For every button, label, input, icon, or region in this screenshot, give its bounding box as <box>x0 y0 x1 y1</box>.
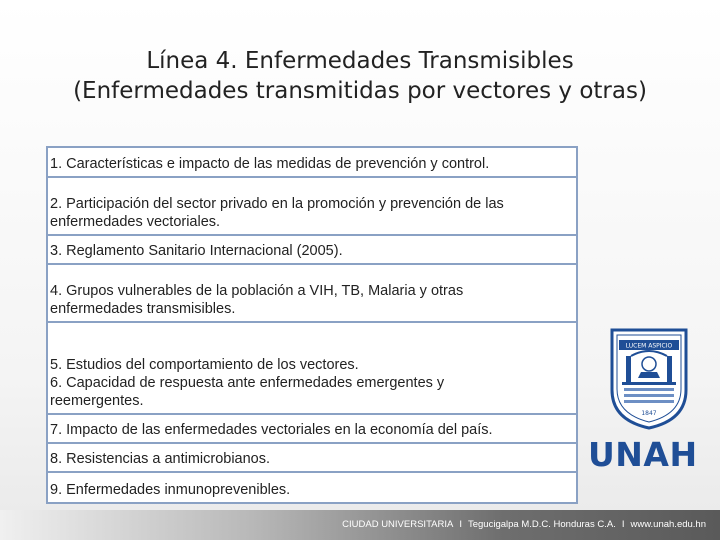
table-row <box>48 265 576 323</box>
slide-title-line-1: Línea 4. Enfermedades Transmisibles <box>146 48 574 74</box>
slide-title <box>20 46 700 106</box>
table-row <box>48 323 576 415</box>
footer-location: Tegucigalpa M.D.C. Honduras C.A. <box>467 519 616 530</box>
table-row <box>48 178 576 236</box>
table-row <box>48 236 576 265</box>
unah-seal-icon <box>608 326 690 430</box>
topic-text: enfermedades transmisibles. <box>50 301 236 317</box>
slide-title-line-2: (Enfermedades transmitidas por vectores y otras) <box>73 78 647 104</box>
seal-motto: LUCEM ASPICIO <box>625 342 673 350</box>
footer-separator: I <box>621 519 625 530</box>
footer-separator: I <box>459 519 462 530</box>
seal-year: 1847 <box>641 410 657 417</box>
topic-text: 8. Resistencias a antimicrobianos. <box>50 451 271 467</box>
topic-text: reemergentes. <box>50 393 144 409</box>
unah-logo-text: UNAH <box>588 435 698 474</box>
topic-text: 9. Enfermedades inmunoprevenibles. <box>50 482 291 498</box>
topic-text: 7. Impacto de las enfermedades vectoriales en la economía del país. <box>50 422 493 438</box>
topic-text: 4. Grupos vulnerables de la población a VIH, TB, Malaria y otras <box>50 283 464 299</box>
footer-campus: CIUDAD UNIVERSITARIA <box>342 519 454 530</box>
table-row <box>48 148 576 178</box>
footer-text <box>342 519 706 530</box>
topic-text: 3. Reglamento Sanitario Internacional (2005). <box>50 243 343 259</box>
topic-text: enfermedades vectoriales. <box>50 214 221 230</box>
table-row <box>48 415 576 444</box>
footer-website-link[interactable]: www.unah.edu.hn <box>630 519 706 530</box>
topic-text: 6. Capacidad de respuesta ante enfermedades emergentes y <box>50 375 445 391</box>
table-row <box>48 444 576 473</box>
topics-table <box>46 146 578 504</box>
topic-text: 2. Participación del sector privado en la promoción y prevención de las <box>50 196 504 212</box>
footer-bar <box>0 510 720 540</box>
topic-text: 1. Características e impacto de las medidas de prevención y control. <box>50 156 490 172</box>
table-row <box>48 473 576 502</box>
topic-text: 5. Estudios del comportamiento de los vectores. <box>50 357 359 373</box>
